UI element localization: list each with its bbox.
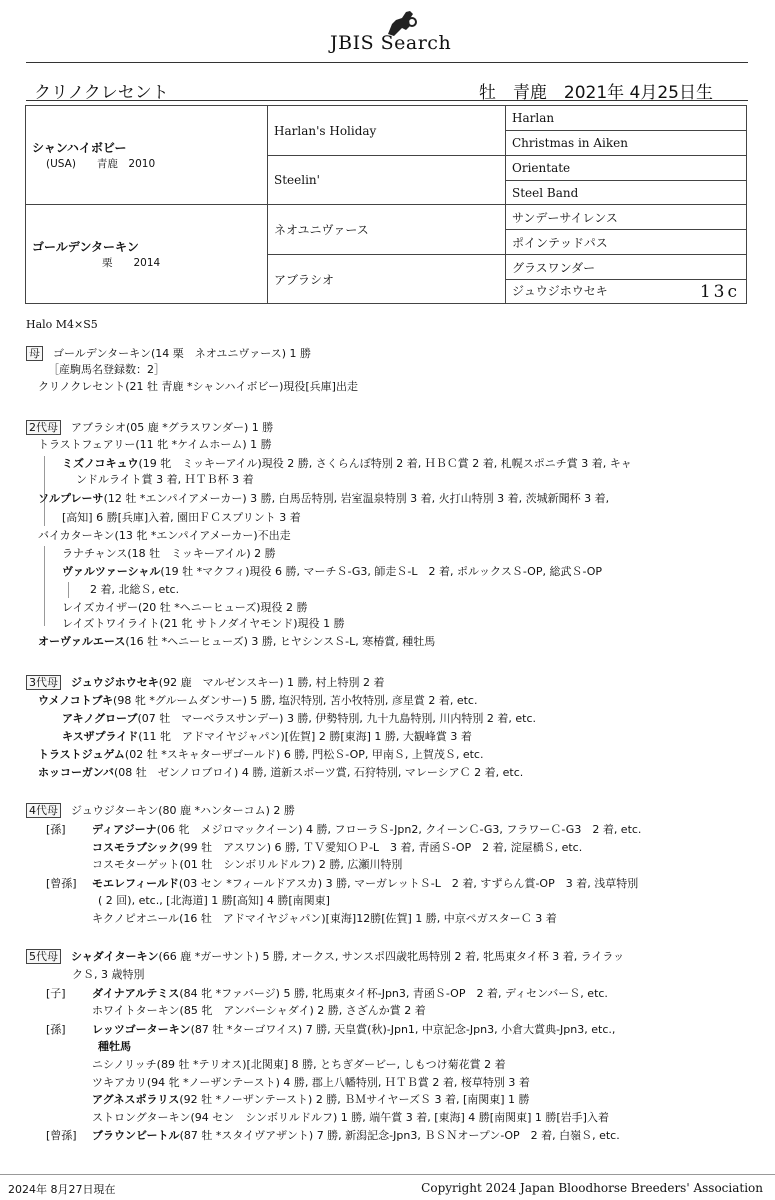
gen5-l2 <box>92 986 608 1002</box>
horse-link[interactable]: ダイナアルテミス <box>92 987 180 1000</box>
family-tree-bar <box>68 582 69 598</box>
gen2-l4 <box>38 491 609 507</box>
g3-1[interactable]: Harlan <box>506 106 747 131</box>
horse-link[interactable]: ミズノコキュウ <box>62 457 139 470</box>
horse-name: クリノクレセント <box>34 83 169 103</box>
gen3-l6 <box>38 765 523 781</box>
gen5-l8: ストロングターキン(94 セン シンボリルドルフ) 1 勝, 端午賞 3 着, [東海] 4 勝[南関東] 1 勝[岩手]入着 <box>92 1111 609 1124</box>
gen3-l5 <box>38 747 483 763</box>
sire-dam[interactable]: Steelin' <box>268 156 506 205</box>
inbreed-count: 13c <box>699 281 740 302</box>
record: (19 牡 *マクフィ)現役 6 勝, マーチＳ-G3, 師走Ｓ-L 2 着, ポルックスＳ-OP, 総武Ｓ-OP <box>160 565 603 578</box>
dam-sire[interactable]: ネオユニヴァース <box>268 205 506 255</box>
horse-link[interactable]: コスモラブシック <box>92 841 180 854</box>
gen3-l4 <box>62 729 472 745</box>
dam-info: 栗 2014 <box>102 257 161 269</box>
horse-link[interactable]: オーヴァルエース <box>38 635 126 648</box>
sire-cell <box>26 106 268 205</box>
horse-link[interactable]: ウメノコトブキ <box>38 694 114 707</box>
record: (98 牝 *グルームダンサー) 5 勝, 塩沢特別, 苫小牧特別, 彦星賞 2 着, etc. <box>113 694 478 707</box>
inbreeding-crosses: Halo M4×S5 <box>26 318 98 331</box>
gen5-l4 <box>92 1022 615 1038</box>
section-tag-gen2: 2代母 <box>26 420 61 435</box>
record: (03 セン *フィールドアスカ) 3 勝, マーガレットＳ-L 2 着, すずらん賞-OP 3 着, 浅草特別 <box>178 877 639 890</box>
dam-record: ゴールデンターキン(14 栗 ネオユニヴァース) 1 勝 <box>53 347 311 360</box>
g3-8-cell <box>506 280 747 304</box>
record: (87 牡 *スタイヴアザント) 7 勝, 新潟記念-Jpn3, ＢＳＮオープン-OP 2 着, 白嶺Ｓ, etc. <box>179 1129 620 1142</box>
gen5-l3: ホワイトターキン(85 牝 アンバーシャダイ) 2 勝, さざんか賞 2 着 <box>92 1004 426 1017</box>
relation-label: [孫] <box>46 823 66 836</box>
record: (07 牡 マーベラスサンデー) 3 勝, 伊勢特別, 九十九島特別, 川内特別 2 着, etc. <box>137 712 537 725</box>
g3-2[interactable]: Christmas in Aiken <box>506 131 747 156</box>
family-tree-bar <box>44 546 45 626</box>
record: (66 鹿 *ガーサント) 5 勝, オークス, サンスポ四歳牝馬特別 2 着, 牝馬東タイ杯 3 着, ライラッ <box>158 950 625 963</box>
g3-4[interactable]: Steel Band <box>506 181 747 205</box>
gen2-l10 <box>38 634 435 650</box>
gen2-l7c: 2 着, 北総Ｓ, etc. <box>90 583 180 596</box>
gen2-l5: バイカターキン(13 牝 *エンパイアメーカー)不出走 <box>38 529 291 542</box>
record: ジュウジターキン(80 鹿 *ハンターコム) 2 勝 <box>71 804 295 817</box>
record: (12 牡 *エンパイアメーカー) 3 勝, 白馬岳特別, 岩室温泉特別 3 着, 火打山特別 3 着, 茨城新聞杯 3 着, <box>103 492 610 505</box>
subject-record: クリノクレセント(21 牡 青鹿 *シャンハイボビー)現役[兵庫]出走 <box>38 380 358 393</box>
gen4-l2 <box>92 822 641 838</box>
record: (08 牡 ゼンノロブロイ) 4 勝, 道新スポーツ賞, 石狩特別, マレーシアＣ 2 着, etc. <box>114 766 524 779</box>
sire-info: (USA) 青鹿 2010 <box>46 158 156 170</box>
gen5-l7 <box>92 1092 530 1108</box>
relation-label: [子] <box>46 987 66 1000</box>
horse-link[interactable]: キスザプライド <box>62 730 139 743</box>
as-of-date: 2024年 8月27日現在 <box>8 1183 116 1196</box>
horse-link[interactable]: ソルプレーサ <box>38 492 104 505</box>
record: (11 牝 アドマイヤジャパン)[佐賀] 2 勝[東海] 1 勝, 大観峰賞 3 着 <box>138 730 472 743</box>
section-tag-gen4: 4代母 <box>26 803 61 818</box>
gen5-l9 <box>92 1128 620 1144</box>
sire-sire[interactable]: Harlan's Holiday <box>268 106 506 156</box>
section-tag-dam: 母 <box>26 346 43 361</box>
g3-5[interactable]: サンデーサイレンス <box>506 205 747 230</box>
gen5-l5: ニシノリッチ(89 牡 *テリオス)[北関東] 8 勝, とちぎダービー, しもつけ菊花賞 2 着 <box>92 1058 506 1071</box>
record: (16 牡 *ヘニーヒューズ) 3 勝, ヒヤシンスＳ-L, 寒椿賞, 種牡馬 <box>125 635 436 648</box>
gen2-l4c: [高知] 6 勝[兵庫]入着, 園田ＦＣスプリント 3 着 <box>62 511 301 524</box>
horse-link[interactable]: モエレフィールド <box>92 877 179 890</box>
horse-link[interactable]: ヴァルツァーシャル <box>62 565 161 578</box>
gen4-l5 <box>92 876 638 892</box>
record: (19 牝 ミッキーアイル)現役 2 勝, さくらんぼ特別 2 着, ＨＢＣ賞 2 着, 札幌スポニチ賞 3 着, キャ <box>138 457 632 470</box>
gen5-l4c: 種牡馬 <box>98 1040 131 1053</box>
horse-link[interactable]: シャダイターキン <box>71 950 159 963</box>
horse-link[interactable]: アグネスポラリス <box>92 1093 180 1106</box>
dam-dam[interactable]: アブラシオ <box>268 255 506 304</box>
gen2-dam-record: アブラシオ(05 鹿 *グラスワンダー) 1 勝 <box>71 421 274 434</box>
pedigree-table <box>25 105 747 304</box>
footer-divider <box>0 1174 775 1175</box>
record: (99 牡 アスワン) 6 勝, ＴＶ愛知ＯＰ-L 3 着, 青函Ｓ-OP 2 着, 淀屋橋Ｓ, etc. <box>179 841 583 854</box>
horse-link[interactable]: ジュウジホウセキ <box>71 676 159 689</box>
title-divider <box>26 100 748 101</box>
horse-link[interactable]: ディアジーナ <box>92 823 157 836</box>
gen4-l3 <box>92 840 582 856</box>
logo-text: JBIS Search <box>330 32 452 54</box>
gen3-line <box>26 675 385 691</box>
g3-7[interactable]: グラスワンダー <box>506 255 747 280</box>
g3-8[interactable]: ジュウジホウセキ <box>512 283 608 298</box>
gen2-l7 <box>62 564 602 580</box>
record: (06 牝 メジロマックイーン) 4 勝, フローラＳ-Jpn2, クイーンＣ-G3, フラワーＣ-G3 2 着, etc. <box>156 823 642 836</box>
gen5-l1c: クＳ, 3 歳特別 <box>72 968 145 981</box>
horse-link[interactable]: ブラウンビートル <box>92 1129 180 1142</box>
section-tag-gen5: 5代母 <box>26 949 61 964</box>
gen2-l2: トラストフェアリー(11 牝 *ケイムホーム) 1 勝 <box>38 438 272 451</box>
gen4-l5c: ( 2 回), etc., [北海道] 1 勝[高知] 4 勝[南関東] <box>98 894 330 907</box>
gen4-l4: コスモターゲット(01 牡 シンボリルドルフ) 2 勝, 広瀬川特別 <box>92 858 403 871</box>
gen2-l3 <box>62 456 632 472</box>
relation-label: [孫] <box>46 1023 66 1036</box>
gen5-l6: ツキアカリ(94 牝 *ノーザンテースト) 4 勝, 郡上八幡特別, ＨＴＢ賞 2 着, 桜草特別 3 着 <box>92 1076 530 1089</box>
gen4-line <box>26 803 295 819</box>
horse-info: 牡 青鹿 2021年 4月25日生 <box>478 83 713 103</box>
record: (02 牡 *スキャターザゴールド) 6 勝, 門松Ｓ-OP, 甲南Ｓ, 上賀茂Ｓ, etc. <box>124 748 484 761</box>
horse-link[interactable]: アキノグローブ <box>62 712 138 725</box>
section-tag-gen3: 3代母 <box>26 675 61 690</box>
dam-name[interactable]: ゴールデンターキン <box>32 240 139 254</box>
g3-3[interactable]: Orientate <box>506 156 747 181</box>
horse-link[interactable]: レッツゴーターキン <box>92 1023 191 1036</box>
gen5-line <box>26 949 624 965</box>
dam-cell <box>26 205 268 304</box>
record: (87 牡 *ターゴワイス) 7 勝, 天皇賞(秋)-Jpn1, 中京記念-Jpn3, 小倉大賞典-Jpn3, etc., <box>190 1023 616 1036</box>
copyright: Copyright 2024 Japan Bloodhorse Breeders' Association <box>421 1181 763 1195</box>
horse-link[interactable]: トラストジュゲム <box>38 748 125 761</box>
gen2-l8: レイズカイザー(20 牡 *ヘニーヒューズ)現役 2 勝 <box>62 601 308 614</box>
gen3-l3 <box>62 711 536 727</box>
g3-6[interactable]: ポインテッドパス <box>506 230 747 255</box>
jbis-logo[interactable] <box>330 6 460 56</box>
gen2-l9: レイズトワイライト(21 牝 サトノダイヤモンド)現役 1 勝 <box>62 617 345 630</box>
horse-link[interactable]: ホッコーガンバ <box>38 766 115 779</box>
gen4-l6: キクノピオニール(16 牡 アドマイヤジャパン)[東海]12勝[佐賀] 1 勝, 中京ペガスターＣ 3 着 <box>92 912 557 925</box>
gen2-line <box>26 420 273 436</box>
relation-label: [曾孫] <box>46 877 77 890</box>
gen3-l2 <box>38 693 477 709</box>
record: (92 鹿 マルゼンスキー) 1 勝, 村上特別 2 着 <box>158 676 385 689</box>
gen2-l6: ラナチャンス(18 牡 ミッキーアイル) 2 勝 <box>62 547 276 560</box>
record: (92 牡 *ノーザンテースト) 2 勝, ＢＭサイヤーズＳ 3 着, [南関東] 1 勝 <box>179 1093 530 1106</box>
gen2-l3c: ンドルライト賞 3 着, ＨＴＢ杯 3 着 <box>76 473 254 486</box>
relation-label: [曾孫] <box>46 1129 77 1142</box>
foal-count: ［産駒馬名登録数：2］ <box>48 363 165 376</box>
dam-line <box>26 346 311 362</box>
sire-name[interactable]: シャンハイボビー <box>32 141 127 155</box>
record: (84 牝 *ファバージ) 5 勝, 牝馬東タイ杯-Jpn3, 青函Ｓ-OP 2 着, ディセンバーＳ, etc. <box>179 987 608 1000</box>
header-divider <box>26 62 748 63</box>
